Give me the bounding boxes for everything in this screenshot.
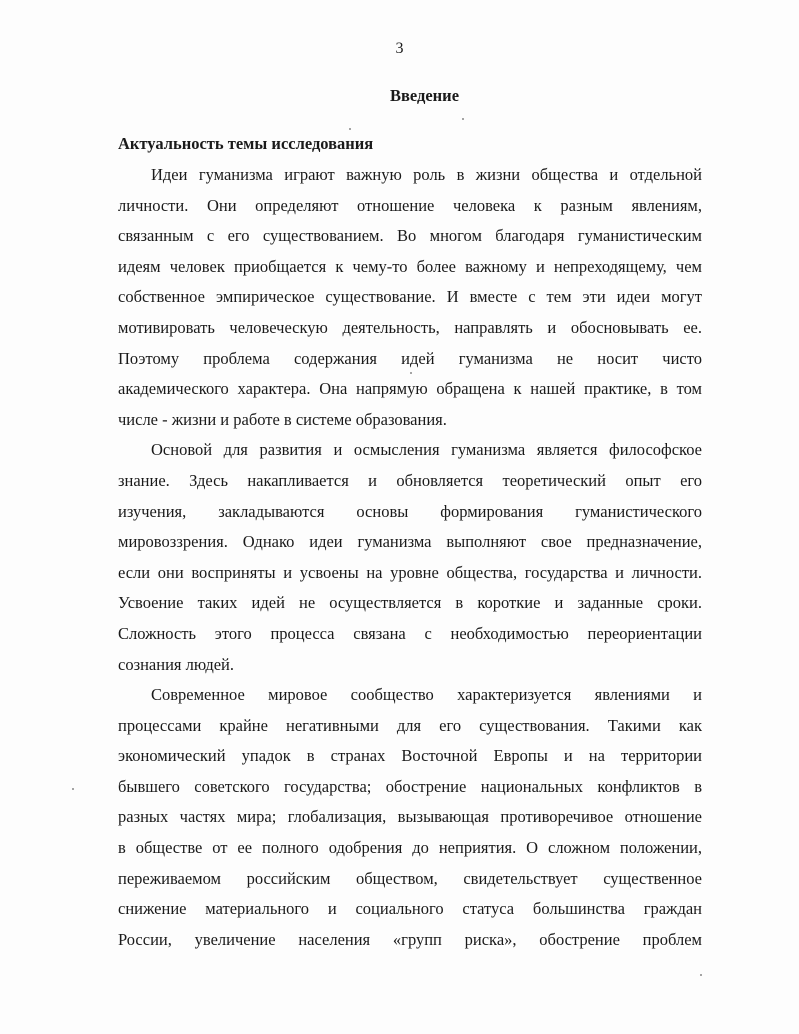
text-line: числе - жизни и работе в системе образования. <box>118 409 447 429</box>
paragraph-3 <box>118 680 702 955</box>
body-text <box>118 160 702 955</box>
section-heading: Актуальность темы исследования <box>118 134 374 153</box>
text-line: России, увеличение населения «групп риска», обострение проблем <box>118 929 702 949</box>
scan-speck <box>410 372 412 374</box>
text-line: разных частях мира; глобализация, вызывающая противоречивое отношение <box>118 807 702 827</box>
page-title: Введение <box>389 86 460 105</box>
text-line: Идеи гуманизма играют важную роль в жизни общества и отдельной <box>151 165 702 184</box>
text-line: мотивировать человеческую деятельность, направлять и обосновывать ее. <box>118 317 702 337</box>
text-line: Основой для развития и осмысления гуманизма является философское <box>151 440 702 460</box>
paragraph-1 <box>118 160 702 435</box>
scan-speck <box>462 118 464 120</box>
text-line: процессами крайне негативными для его существования. Такими как <box>118 715 702 735</box>
text-line: идеям человек приобщается к чему-то более важному и непреходящему, чем <box>118 256 702 276</box>
text-line: экономический упадок в странах Восточной Европы и на территории <box>118 746 702 766</box>
text-line: Усвоение таких идей не осуществляется в короткие и заданные сроки. <box>118 593 702 613</box>
text-line: Сложность этого процесса связана с необходимостью переориентации <box>118 623 702 643</box>
text-line: изучения, закладываются основы формирования гуманистического <box>118 501 702 521</box>
text-line: связанным с его существованием. Во многом благодаря гуманистическим <box>118 226 702 246</box>
text-line: собственное эмпирическое существование. И вместе с тем эти идеи могут <box>118 287 702 307</box>
text-line: Поэтому проблема содержания идей гуманизма не носит чисто <box>118 348 702 368</box>
scan-speck <box>349 128 351 130</box>
page-number: 3 <box>395 40 404 57</box>
text-line: снижение материального и социального статуса большинства граждан <box>118 899 702 919</box>
scan-speck <box>700 974 702 976</box>
paragraph-2 <box>118 435 702 680</box>
text-line: академического характера. Она напрямую обращена к нашей практике, в том <box>118 379 702 399</box>
text-line: если они восприняты и усвоены на уровне общества, государства и личности. <box>118 562 702 582</box>
text-line: сознания людей. <box>118 654 235 674</box>
scan-speck <box>72 788 74 790</box>
text-line: личности. Они определяют отношение человека к разным явлениям, <box>118 195 702 215</box>
text-line: знание. Здесь накапливается и обновляется теоретический опыт его <box>118 470 702 490</box>
text-line: мировоззрения. Однако идеи гуманизма выполняют свое предназначение, <box>118 532 702 552</box>
text-line: бывшего советского государства; обострение национальных конфликтов в <box>118 776 702 796</box>
text-line: в обществе от ее полного одобрения до неприятия. О сложном положении, <box>118 838 702 858</box>
text-line: переживаемом российским обществом, свидетельствует существенное <box>118 868 702 888</box>
text-line: Современное мировое сообщество характеризуется явлениями и <box>151 685 702 705</box>
